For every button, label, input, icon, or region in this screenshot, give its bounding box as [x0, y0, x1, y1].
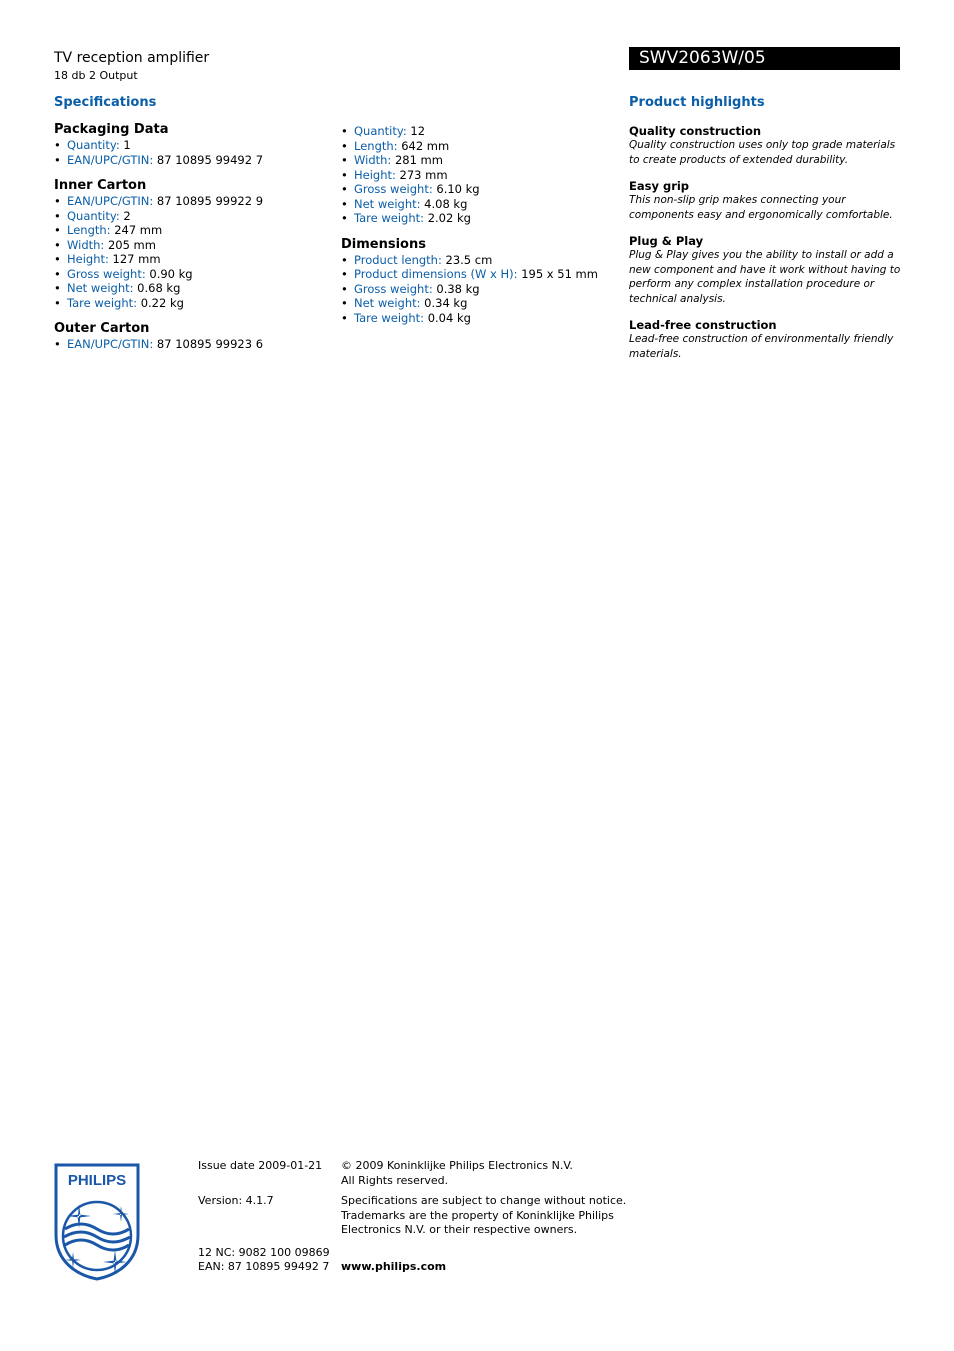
bullet-icon: •	[341, 124, 348, 138]
spec-label: Net weight:	[67, 281, 134, 295]
bullet-icon: •	[54, 208, 61, 223]
bullet-icon: •	[54, 223, 61, 237]
spec-item	[341, 139, 611, 154]
spec-label: Tare weight:	[354, 211, 425, 225]
spec-label: Width:	[67, 237, 105, 252]
bullet-icon: •	[341, 267, 348, 281]
outer-carton-list-part1	[54, 337, 324, 352]
spec-item	[54, 138, 324, 153]
outer-carton-heading: Outer Carton	[54, 321, 150, 336]
spec-value: 0.22 kg	[140, 295, 184, 310]
model-number-bar: SWV2063W/05	[629, 47, 900, 70]
dimensions-heading: Dimensions	[341, 236, 426, 252]
spec-label: Gross weight:	[354, 182, 433, 196]
packaging-data-group	[54, 122, 324, 167]
spec-item	[54, 153, 324, 168]
spec-value: 0.38 kg	[436, 281, 480, 296]
notice-line-3: Electronics N.V. or their respective owners.	[341, 1223, 578, 1236]
product-title: TV reception amplifier	[54, 50, 210, 66]
highlights-heading: Product highlights	[629, 95, 765, 110]
dimensions-group	[341, 237, 611, 326]
specifications-heading: Specifications	[54, 95, 157, 110]
spec-label: Length:	[67, 223, 111, 237]
outer-carton-continued	[341, 124, 611, 226]
spec-value: 23.5 cm	[445, 252, 493, 267]
highlight-item	[629, 124, 909, 167]
bullet-icon: •	[341, 196, 348, 211]
spec-item	[341, 211, 611, 226]
spec-value: 87 10895 99492 7	[156, 152, 264, 167]
packaging-data-list	[54, 138, 324, 167]
spec-label: Net weight:	[354, 296, 421, 310]
highlights-column	[629, 124, 909, 373]
bullet-icon: •	[341, 252, 348, 267]
spec-label: Gross weight:	[67, 266, 146, 281]
spec-item	[54, 209, 324, 224]
spec-item	[341, 182, 611, 197]
spec-value: 87 10895 99923 6	[156, 337, 264, 351]
bullet-icon: •	[341, 296, 348, 310]
spec-item	[341, 124, 611, 139]
spec-item	[54, 223, 324, 238]
spec-label: Length:	[354, 138, 398, 153]
spec-label: Tare weight:	[67, 295, 138, 310]
spec-value: 6.10 kg	[436, 182, 480, 196]
spec-value: 0.34 kg	[424, 296, 468, 310]
issue-date: Issue date 2009-01-21	[198, 1159, 323, 1172]
bullet-icon: •	[54, 281, 61, 295]
spec-item	[341, 153, 611, 168]
version: Version: 4.1.7	[198, 1194, 274, 1207]
bullet-icon: •	[341, 310, 348, 325]
spec-item	[54, 281, 324, 296]
highlight-title: Lead-free construction	[629, 318, 777, 332]
copyright-line-1: © 2009 Koninklijke Philips Electronics N.V.	[341, 1159, 573, 1172]
spec-item	[341, 296, 611, 311]
bullet-icon: •	[54, 252, 61, 266]
spec-item	[54, 267, 324, 282]
bullet-icon: •	[54, 337, 61, 351]
copyright-line-2: All Rights reserved.	[341, 1174, 449, 1187]
highlight-description: This non-slip grip makes connecting your components easy and ergonomically comfortable.	[629, 194, 893, 221]
bullet-icon: •	[341, 138, 348, 153]
inner-carton-heading: Inner Carton	[54, 178, 147, 193]
outer-carton-list-part2	[341, 124, 611, 226]
spec-value: 0.68 kg	[137, 281, 181, 295]
philips-shield-logo	[54, 1163, 140, 1281]
spec-item	[54, 296, 324, 311]
spec-label: Quantity:	[354, 124, 407, 138]
spec-label: Tare weight:	[354, 310, 425, 325]
spec-value: 0.90 kg	[149, 266, 193, 281]
spec-item	[341, 168, 611, 183]
bullet-icon: •	[341, 182, 348, 196]
ean-number: EAN: 87 10895 99492 7	[198, 1260, 330, 1273]
dimensions-list	[341, 253, 611, 326]
spec-item	[341, 282, 611, 297]
spec-value: 205 mm	[107, 237, 156, 252]
highlight-description: Plug & Play gives you the ability to install or add a new component and have it work without having to perform any complex installation procedure or technical analysis.	[629, 249, 901, 305]
packaging-data-heading: Packaging Data	[54, 122, 169, 137]
spec-label: Product dimensions (W x H):	[354, 267, 518, 281]
notice-line-1: Specifications are subject to change without notice.	[341, 1194, 627, 1207]
highlight-description: Quality construction uses only top grade materials to create products of extended durability.	[629, 139, 896, 166]
inner-carton-list	[54, 194, 324, 310]
spec-column-1	[54, 122, 324, 363]
spec-label: Height:	[354, 167, 396, 182]
spec-label: Product length:	[354, 252, 442, 267]
spec-value: 127 mm	[112, 252, 161, 266]
website-link[interactable]: www.philips.com	[341, 1260, 447, 1273]
spec-value: 4.08 kg	[424, 196, 468, 211]
highlight-title: Easy grip	[629, 179, 690, 193]
bullet-icon: •	[54, 152, 61, 167]
spec-value: 87 10895 99922 9	[156, 194, 264, 208]
spec-label: Quantity:	[67, 138, 120, 152]
notice-line-2: Trademarks are the property of Koninklijke Philips	[341, 1209, 614, 1222]
spec-value: 2	[123, 208, 131, 223]
bullet-icon: •	[341, 153, 348, 167]
spec-label: Height:	[67, 252, 109, 266]
product-subtitle: 18 db 2 Output	[54, 69, 138, 82]
spec-value: 281 mm	[394, 153, 443, 167]
spec-item	[54, 337, 324, 352]
spec-value: 2.02 kg	[427, 211, 471, 225]
highlight-item	[629, 318, 909, 361]
spec-label: EAN/UPC/GTIN:	[67, 194, 154, 208]
spec-column-2	[341, 124, 611, 336]
bullet-icon: •	[341, 281, 348, 296]
spec-item	[341, 311, 611, 326]
highlight-title: Quality construction	[629, 124, 762, 138]
bullet-icon: •	[54, 138, 61, 152]
spec-value: 273 mm	[399, 167, 448, 182]
spec-label: Net weight:	[354, 196, 421, 211]
bullet-icon: •	[54, 194, 61, 208]
spec-item	[341, 197, 611, 212]
spec-value: 642 mm	[401, 138, 450, 153]
inner-carton-group	[54, 178, 324, 310]
spec-label: Width:	[354, 153, 392, 167]
highlight-title: Plug & Play	[629, 234, 704, 248]
spec-item	[54, 238, 324, 253]
spec-value: 247 mm	[114, 223, 163, 237]
spec-value: 0.04 kg	[427, 310, 471, 325]
spec-value: 1	[123, 138, 131, 152]
bullet-icon: •	[54, 237, 61, 252]
nc-number: 12 NC: 9082 100 09869	[198, 1246, 330, 1259]
spec-label: EAN/UPC/GTIN:	[67, 152, 154, 167]
spec-item	[341, 267, 611, 282]
spec-label: Quantity:	[67, 208, 120, 223]
logo-wordmark: PHILIPS	[67, 1172, 127, 1189]
highlight-description: Lead-free construction of environmentally friendly materials.	[629, 333, 894, 360]
highlight-item	[629, 179, 909, 222]
spec-item	[54, 194, 324, 209]
bullet-icon: •	[341, 167, 348, 182]
spec-label: EAN/UPC/GTIN:	[67, 337, 154, 351]
bullet-icon: •	[54, 295, 61, 310]
spec-value: 195 x 51 mm	[521, 267, 598, 281]
spec-value: 12	[410, 124, 426, 138]
spec-item	[341, 253, 611, 268]
spec-label: Gross weight:	[354, 281, 433, 296]
highlight-item	[629, 234, 909, 306]
bullet-icon: •	[341, 211, 348, 225]
spec-item	[54, 252, 324, 267]
outer-carton-group	[54, 321, 324, 352]
bullet-icon: •	[54, 266, 61, 281]
highlights-list	[629, 124, 909, 361]
